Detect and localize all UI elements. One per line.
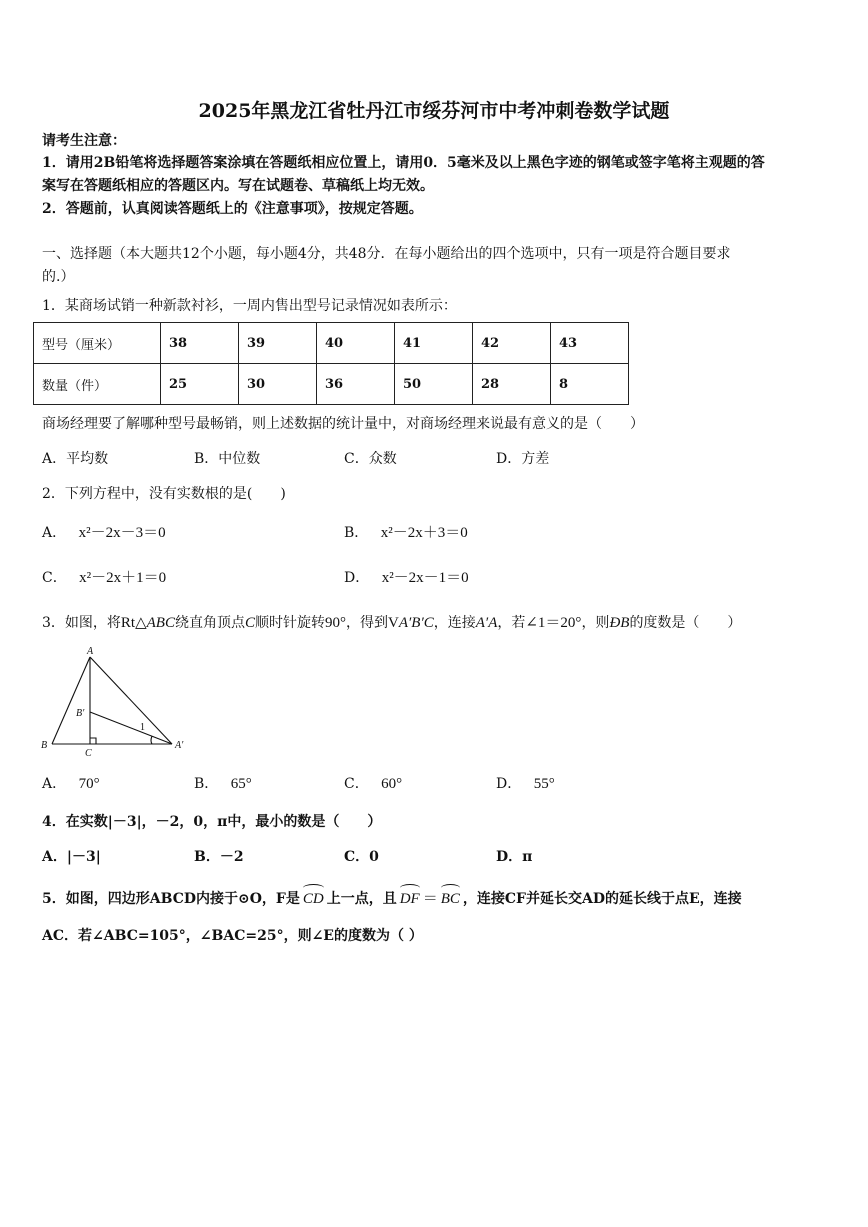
q2-option-c-label: C． (42, 570, 67, 586)
q3-stem (42, 613, 741, 633)
q3-edge-ab (52, 657, 90, 744)
table-cell: 41 (395, 323, 473, 364)
q3-text: 的度数是（ ） (629, 615, 742, 631)
q1-question: 商场经理要了解哪种型号最畅销，则上述数据的统计量中，对商场经理来说最有意义的是（ ） (42, 416, 644, 432)
q3-edge-a-a-prime (90, 657, 172, 744)
q2-equation-b: x²－2x＋3＝0 (380, 525, 468, 541)
q3-edge-b-prime-a-prime (90, 712, 172, 744)
table-cell: 25 (161, 364, 239, 405)
q5-text: 上一点，且 (326, 891, 397, 907)
q3-option-d (496, 774, 555, 794)
table-cell: 数量（件） (34, 364, 161, 405)
q3-right-angle-mark (90, 738, 96, 744)
q3-math: A′A (475, 615, 498, 631)
q3-label-b-prime: B′ (76, 708, 85, 719)
q2-equation-c: x²－2x＋1＝0 (79, 570, 167, 586)
q4-option-b: B．－2 (194, 849, 244, 865)
q5-arc-df: DF (400, 886, 420, 909)
notice-line-1b: 案写在答题纸相应的答题区内。写在试题卷、草稿纸上均无效。 (42, 178, 434, 194)
q2-equation-d: x²－2x－1＝0 (381, 570, 469, 586)
table-cell: 39 (239, 323, 317, 364)
q3-option-d-label: D． (496, 776, 522, 792)
q3-math: Rt△ (120, 615, 147, 631)
q3-text: ，若 (497, 615, 526, 631)
q2-option-d (344, 568, 469, 588)
table-cell: 50 (395, 364, 473, 405)
q3-option-c-label: C． (344, 776, 369, 792)
q5-arc-cd: CD (303, 886, 324, 909)
table-cell: 38 (161, 323, 239, 364)
q1-size-table (33, 322, 629, 405)
q1-option-a: A．平均数 (42, 451, 109, 467)
table-cell: 40 (317, 323, 395, 364)
q1-stem: 1．某商场试销一种新款衬衫，一周内售出型号记录情况如表所示： (42, 298, 457, 314)
q3-option-b-value: 65° (230, 776, 252, 792)
table-cell: 36 (317, 364, 395, 405)
notice-line-1: 1．请用2B铅笔将选择题答案涂填在答题纸相应位置上，请用0．5毫米及以上黑色字迹的钢笔或签字笔将主观题的答 (42, 155, 765, 171)
q3-math: ∠1＝20° (525, 615, 582, 631)
q3-angle-1-arc (151, 736, 152, 744)
table-cell: 28 (473, 364, 551, 405)
q3-text: 绕直角顶点 (174, 615, 245, 631)
q3-math: V (388, 615, 399, 631)
q3-text: ，得到 (346, 615, 388, 631)
q3-option-b-label: B． (194, 776, 219, 792)
q5-stem-line-1 (42, 886, 742, 909)
q1-option-d: D．方差 (496, 451, 550, 467)
table-cell: 43 (551, 323, 629, 364)
q3-label-a: A (87, 646, 94, 657)
q5-text: ，连接CF并延长交AD的延长线于点E，连接 (462, 891, 742, 907)
q3-math: ABC (146, 615, 175, 631)
table-cell: 8 (551, 364, 629, 405)
q2-option-a-label: A． (42, 525, 67, 541)
q5-arc-bc: BC (441, 886, 460, 909)
q3-option-a (42, 774, 100, 794)
q5-text: 5．如图，四边形ABCD内接于⊙O，F是 (42, 891, 300, 907)
table-row (34, 323, 629, 364)
q1-option-b: B．中位数 (194, 451, 261, 467)
q3-option-c-value: 60° (381, 776, 403, 792)
q2-option-d-label: D． (344, 570, 370, 586)
section-heading-line-2: 的.） (42, 269, 75, 285)
q3-option-d-value: 55° (533, 776, 555, 792)
q4-option-d: D．π (496, 849, 533, 865)
page-title: 2025年黑龙江省牡丹江市绥芬河市中考冲刺卷数学试题 (198, 100, 670, 122)
q4-option-a: A．|－3| (42, 849, 101, 865)
q3-math: C (244, 615, 255, 631)
q2-option-c (42, 568, 166, 588)
q4-stem: 4．在实数|－3|，－2，0，π中，最小的数是（ ） (42, 814, 382, 830)
q3-option-a-value: 70° (78, 776, 100, 792)
q3-math: ÐB (609, 615, 630, 631)
q3-triangle-figure (36, 644, 196, 762)
q1-option-c: C．众数 (344, 451, 397, 467)
q4-option-c: C．0 (344, 849, 379, 865)
q3-text: ，则 (581, 615, 610, 631)
q5-stem-line-2: AC．若∠ABC=105°，∠BAC=25°，则∠E的度数为（ ） (42, 928, 423, 944)
section-heading-line-1: 一、选择题（本大题共12个小题，每小题4分，共48分．在每小题给出的四个选项中，只有一项是符合题目要求 (42, 246, 731, 262)
table-cell: 42 (473, 323, 551, 364)
q3-math: A′B′C (398, 615, 434, 631)
q3-label-b: B (41, 740, 48, 751)
notice-heading: 请考生注意： (42, 133, 126, 149)
q3-math: 90° (325, 615, 346, 631)
q3-option-b (194, 774, 252, 794)
q3-label-a-prime: A′ (175, 740, 184, 751)
q3-text: ，连接 (433, 615, 476, 631)
notice-line-2: 2．答题前，认真阅读答题纸上的《注意事项》，按规定答题。 (42, 201, 423, 217)
q3-option-c (344, 774, 402, 794)
q2-option-b (344, 523, 468, 543)
q2-equation-a: x²－2x－3＝0 (78, 525, 166, 541)
q3-label-c: C (85, 748, 92, 759)
table-cell: 30 (239, 364, 317, 405)
q3-text: 3．如图，将 (42, 615, 121, 631)
q3-text: 顺时针旋转 (255, 615, 325, 631)
q2-option-b-label: B． (344, 525, 369, 541)
q3-label-1: 1 (140, 722, 145, 733)
table-row (34, 364, 629, 405)
q2-option-a (42, 523, 166, 543)
table-cell: 型号（厘米） (34, 323, 161, 364)
q3-option-a-label: A． (42, 776, 67, 792)
q2-stem: 2．下列方程中，没有实数根的是( ) (42, 486, 286, 502)
q5-equals: ＝ (422, 891, 438, 907)
